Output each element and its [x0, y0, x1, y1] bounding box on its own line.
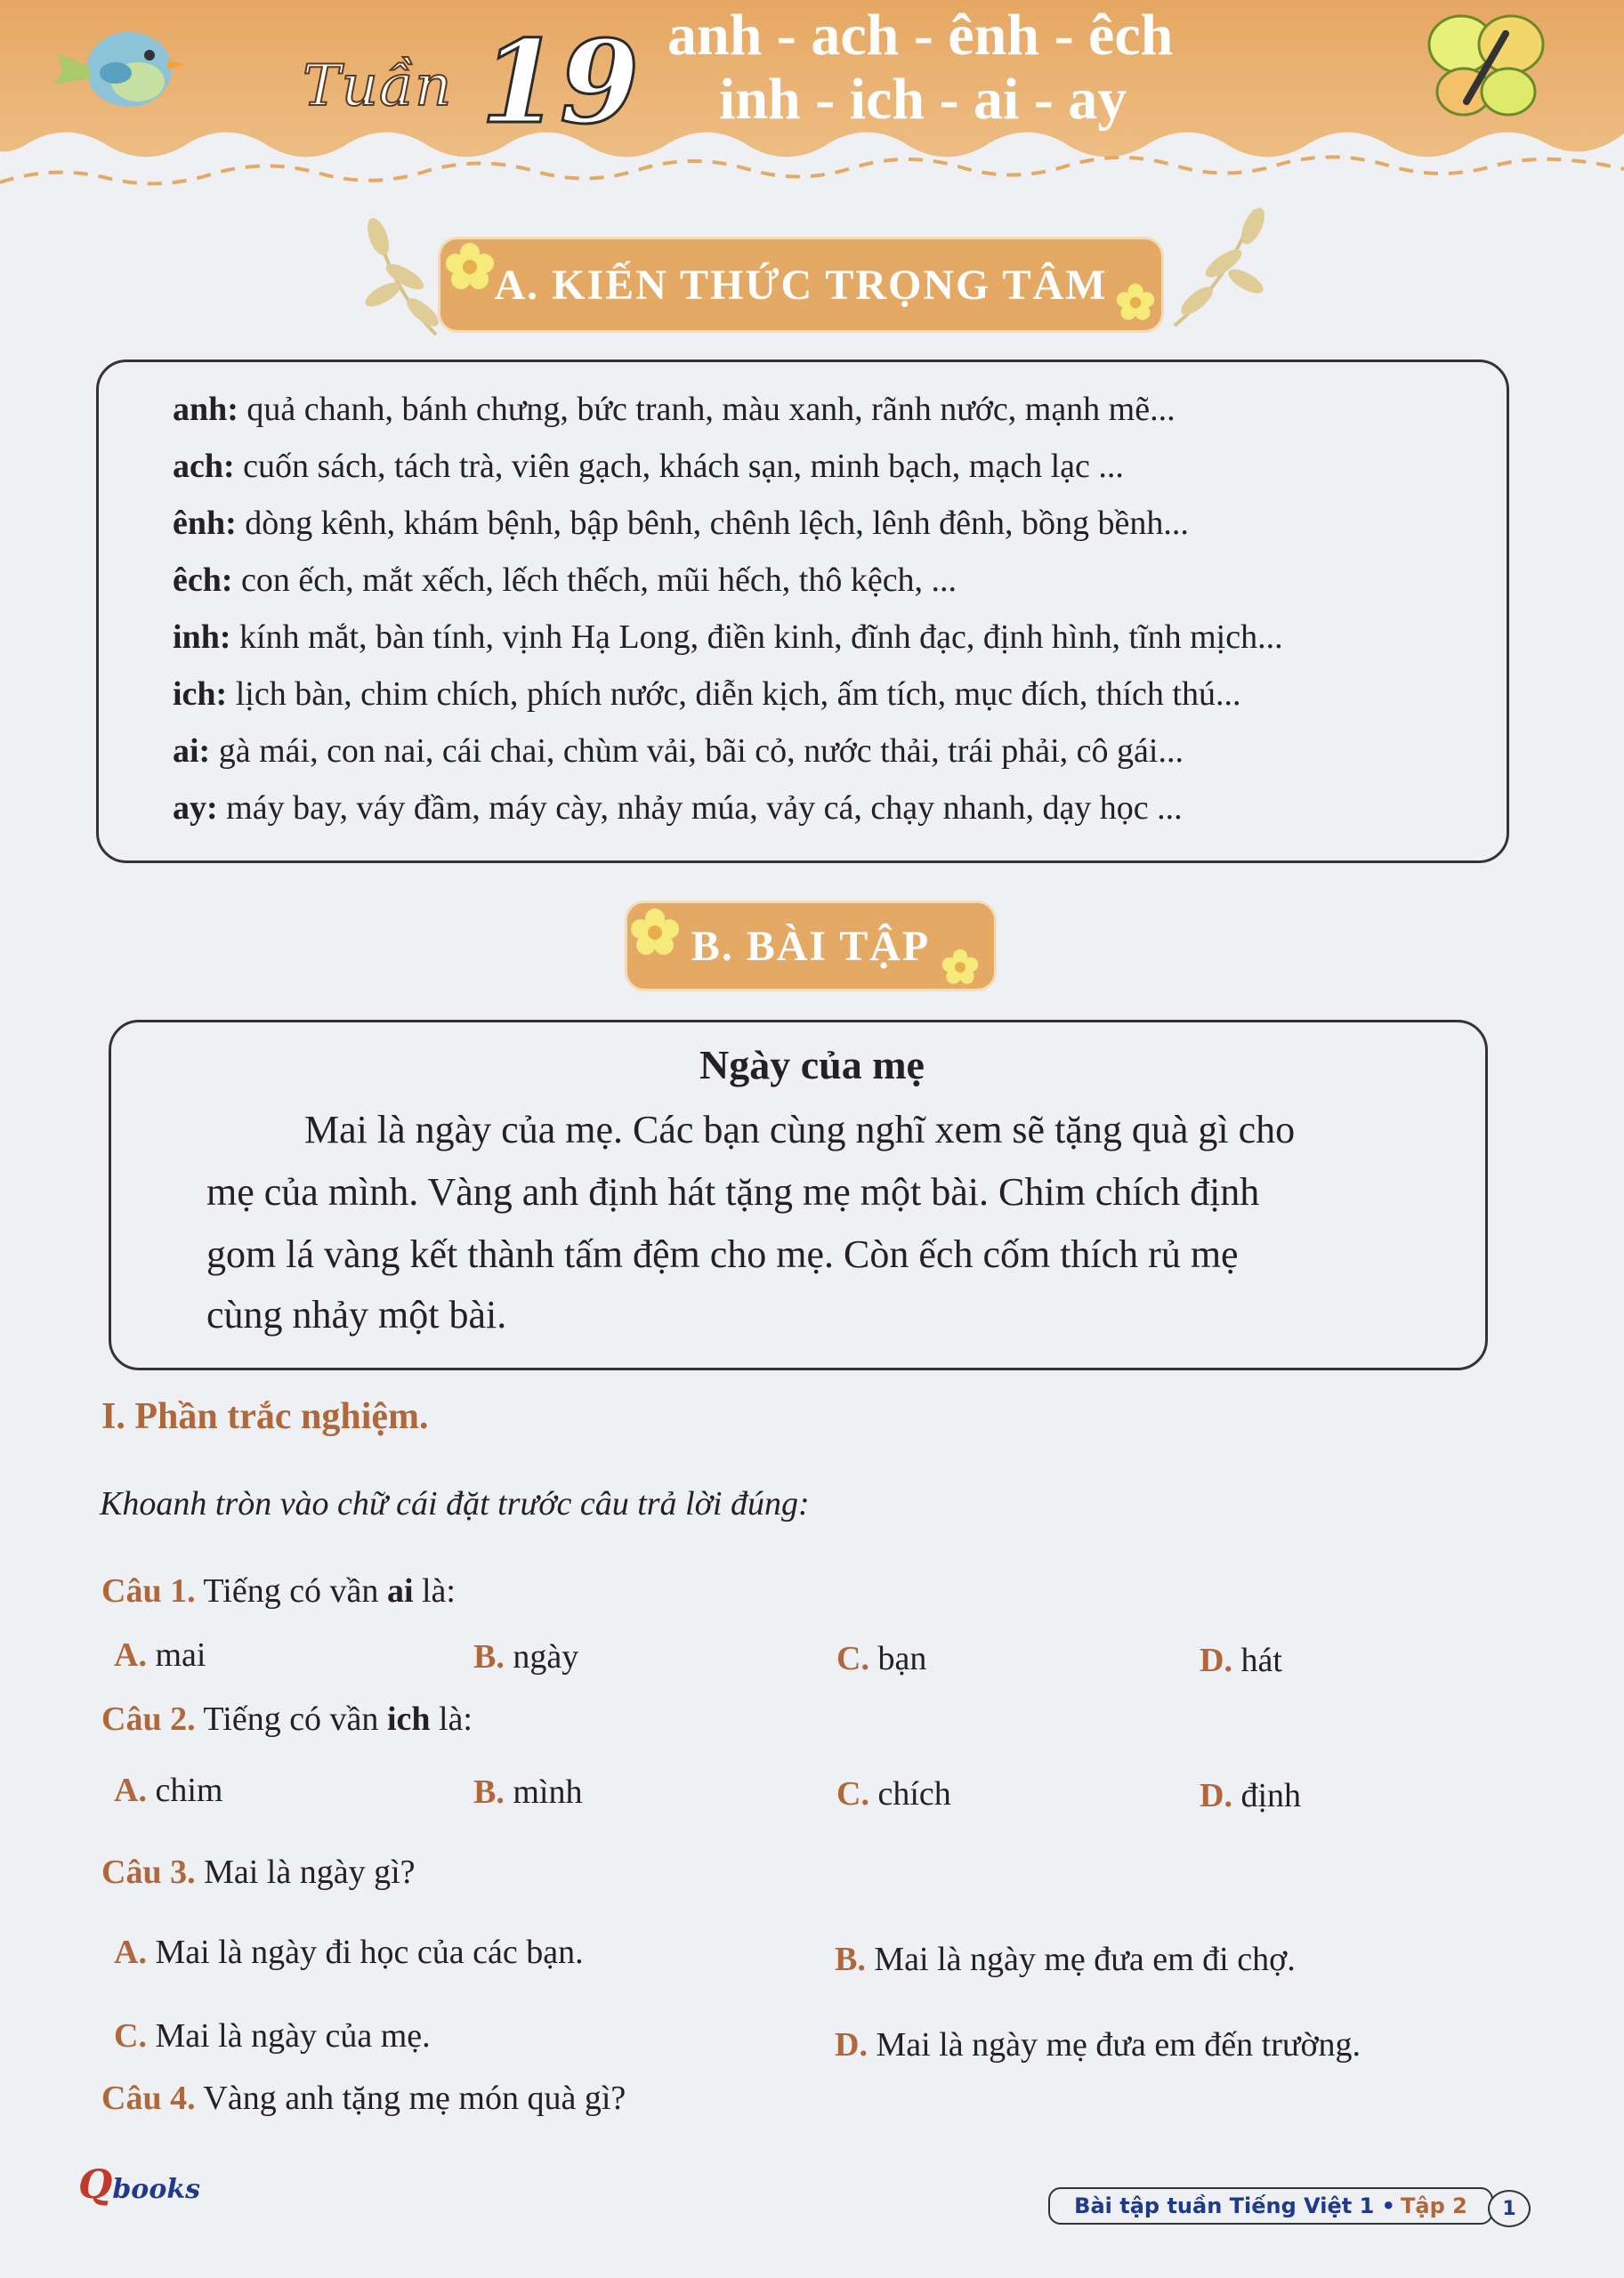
knowledge-line: ai: gà mái, con nai, cái chai, chùm vải, bãi cỏ, nước thải, trái phải, cô gái...: [173, 732, 1184, 770]
bird-icon: [53, 18, 187, 116]
book-volume: Tập 2: [1401, 2193, 1467, 2218]
story-title: Ngày của mẹ: [699, 1042, 925, 1087]
leaf-branch-left-icon: [356, 210, 445, 343]
knowledge-line: ach: cuốn sách, tách trà, viên gạch, khách sạn, minh bạch, mạch lạc ...: [173, 448, 1124, 485]
rhymes-line-2: inh - ich - ai - ay: [719, 67, 1127, 132]
book-title-badge: [1048, 2187, 1493, 2225]
flower-icon: [445, 242, 495, 292]
story-line: Mai là ngày của mẹ. Các bạn cùng nghĩ xem sẽ tặng quà gì cho: [304, 1108, 1296, 1151]
flower-icon: [1116, 283, 1155, 322]
answer-option[interactable]: B. mình: [473, 1773, 583, 1811]
story-line: gom lá vàng kết thành tấm đệm cho mẹ. Còn ếch cốm thích rủ mẹ: [206, 1232, 1239, 1276]
answer-option[interactable]: C. chích: [836, 1775, 951, 1813]
answer-option[interactable]: D. định: [1200, 1777, 1302, 1814]
answer-option[interactable]: B. Mai là ngày mẹ đưa em đi chợ.: [835, 1941, 1296, 1978]
answer-option[interactable]: C. Mai là ngày của mẹ.: [114, 2017, 431, 2055]
week-label: Tuần: [303, 53, 453, 119]
question-1: Câu 1. Tiếng có vần ai là:: [101, 1572, 456, 1610]
story-line: cùng nhảy một bài.: [206, 1293, 507, 1337]
story-line: mẹ của mình. Vàng anh định hát tặng mẹ một bài. Chim chích định: [206, 1170, 1260, 1214]
question-3: Câu 3. Mai là ngày gì?: [101, 1854, 416, 1891]
answer-option[interactable]: C. bạn: [836, 1640, 927, 1677]
publisher-logo: Qbooks: [78, 2162, 200, 2208]
week-number: 19: [481, 16, 640, 149]
knowledge-line: ay: máy bay, váy đầm, máy cày, nhảy múa, vảy cá, chạy nhanh, dạy học ...: [173, 789, 1183, 827]
knowledge-line: ênh: dòng kênh, khám bệnh, bập bênh, chênh lệch, lênh đênh, bồng bềnh...: [173, 505, 1189, 542]
page-header: [0, 0, 1624, 196]
flower-icon: [941, 949, 979, 986]
section-a-title-text: A. KIẾN THỨC TRỌNG TÂM: [494, 261, 1108, 309]
knowledge-line: anh: quả chanh, bánh chưng, bức tranh, màu xanh, rãnh nước, mạnh mẽ...: [173, 391, 1176, 428]
question-4: Câu 4. Vàng anh tặng mẹ món quà gì?: [101, 2080, 626, 2117]
answer-option[interactable]: A. chim: [114, 1772, 223, 1809]
flower-icon: [630, 908, 680, 957]
answer-option[interactable]: A. Mai là ngày đi học của các bạn.: [114, 1934, 584, 1971]
knowledge-line: inh: kính mắt, bàn tính, vịnh Hạ Long, điền kinh, đĩnh đạc, định hình, tĩnh mịch...: [173, 618, 1283, 656]
knowledge-line: ich: lịch bàn, chim chích, phích nước, diễn kịch, ấm tích, mục đích, thích thú...: [173, 675, 1241, 713]
butterfly-icon: [1424, 7, 1548, 123]
knowledge-line: êch: con ếch, mắt xếch, lếch thếch, mũi hếch, thô kệch, ...: [173, 561, 957, 599]
instruction-text: Khoanh tròn vào chữ cái đặt trước câu trả lời đúng:: [100, 1485, 810, 1523]
leaf-branch-right-icon: [1166, 201, 1273, 335]
rhymes-line-1: anh - ach - ênh - êch: [667, 3, 1174, 68]
answer-option[interactable]: D. hát: [1200, 1642, 1282, 1679]
page-number: 1: [1488, 2190, 1531, 2227]
part-1-title: I. Phần trắc nghiệm.: [101, 1396, 429, 1437]
question-2: Câu 2. Tiếng có vần ich là:: [101, 1700, 473, 1738]
section-a-title: [438, 237, 1164, 333]
answer-option[interactable]: D. Mai là ngày mẹ đưa em đến trường.: [835, 2026, 1361, 2064]
book-title: Bài tập tuần Tiếng Việt 1 •: [1074, 2193, 1396, 2218]
answer-option[interactable]: A. mai: [114, 1636, 206, 1674]
section-b-title-text: B. BÀI TẬP: [691, 922, 931, 970]
answer-option[interactable]: B. ngày: [473, 1638, 579, 1676]
